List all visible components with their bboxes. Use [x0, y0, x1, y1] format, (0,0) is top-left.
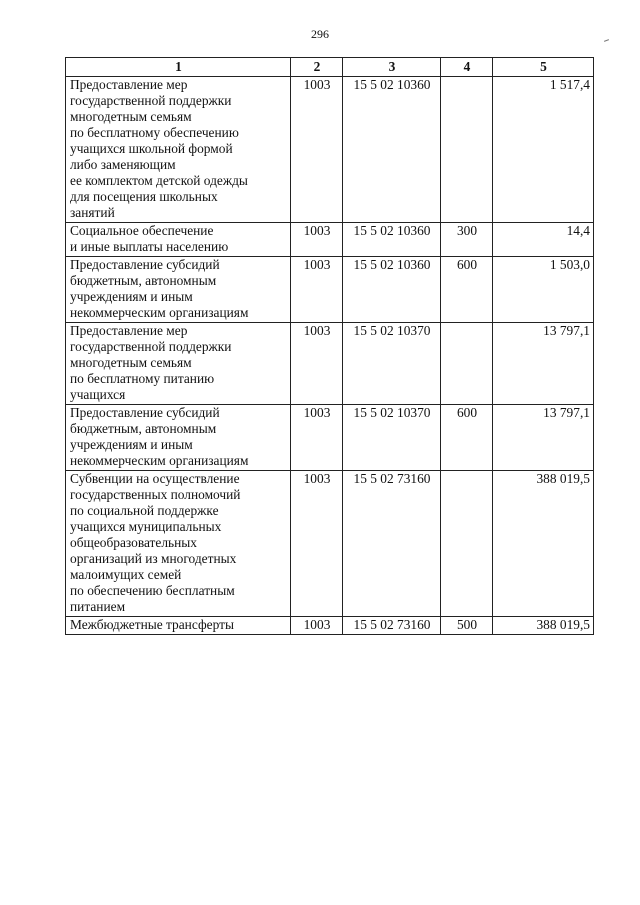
expense-type-cell [441, 77, 493, 223]
expense-type-cell [441, 323, 493, 405]
table-row [66, 223, 594, 257]
target-code-cell: 15 5 02 73160 [343, 471, 441, 617]
table-row [66, 257, 594, 323]
target-code-cell: 15 5 02 10360 [343, 257, 441, 323]
row-name-cell: Предоставление мер государственной поддержки многодетным семьям по бесплатному обеспечению учащихся школьной формой либо заменяющим ее комплектом детской одежды для посещения школьных занятий [66, 77, 291, 223]
target-code-cell: 15 5 02 10360 [343, 223, 441, 257]
amount-cell: 13 797,1 [493, 323, 594, 405]
row-name-cell: Предоставление субсидий бюджетным, автономным учреждениям и иным некоммерческим организациям [66, 405, 291, 471]
budget-table [65, 57, 594, 635]
expense-type-cell: 600 [441, 405, 493, 471]
row-name-cell: Предоставление мер государственной поддержки многодетным семьям по бесплатному питанию учащихся [66, 323, 291, 405]
expense-type-cell: 500 [441, 617, 493, 635]
amount-cell: 388 019,5 [493, 617, 594, 635]
header-cell-4: 4 [441, 58, 493, 77]
target-code-cell: 15 5 02 10360 [343, 77, 441, 223]
section-code-cell: 1003 [291, 471, 343, 617]
amount-cell: 1 503,0 [493, 257, 594, 323]
amount-cell: 14,4 [493, 223, 594, 257]
table-row [66, 617, 594, 635]
row-name-cell: Социальное обеспечение и иные выплаты населению [66, 223, 291, 257]
section-code-cell: 1003 [291, 617, 343, 635]
row-name-cell: Межбюджетные трансферты [66, 617, 291, 635]
amount-cell: 13 797,1 [493, 405, 594, 471]
header-cell-2: 2 [291, 58, 343, 77]
row-name-cell: Предоставление субсидий бюджетным, автономным учреждениям и иным некоммерческим организациям [66, 257, 291, 323]
header-row [66, 58, 594, 77]
header-cell-3: 3 [343, 58, 441, 77]
header-cell-5: 5 [493, 58, 594, 77]
section-code-cell: 1003 [291, 257, 343, 323]
header-cell-1: 1 [66, 58, 291, 77]
table-row [66, 323, 594, 405]
amount-cell: 1 517,4 [493, 77, 594, 223]
target-code-cell: 15 5 02 73160 [343, 617, 441, 635]
section-code-cell: 1003 [291, 77, 343, 223]
amount-cell: 388 019,5 [493, 471, 594, 617]
table-row [66, 77, 594, 223]
table-row [66, 471, 594, 617]
section-code-cell: 1003 [291, 405, 343, 471]
table-row [66, 405, 594, 471]
expense-type-cell [441, 471, 493, 617]
section-code-cell: 1003 [291, 323, 343, 405]
target-code-cell: 15 5 02 10370 [343, 405, 441, 471]
target-code-cell: 15 5 02 10370 [343, 323, 441, 405]
page-number: 296 [311, 27, 329, 41]
section-code-cell: 1003 [291, 223, 343, 257]
row-name-cell: Субвенции на осуществление государственных полномочий по социальной поддержке учащихся муниципальных общеобразовательных организаций из многодетных малоимущих семей по обеспечению бесплатным питанием [66, 471, 291, 617]
expense-type-cell: 300 [441, 223, 493, 257]
expense-type-cell: 600 [441, 257, 493, 323]
